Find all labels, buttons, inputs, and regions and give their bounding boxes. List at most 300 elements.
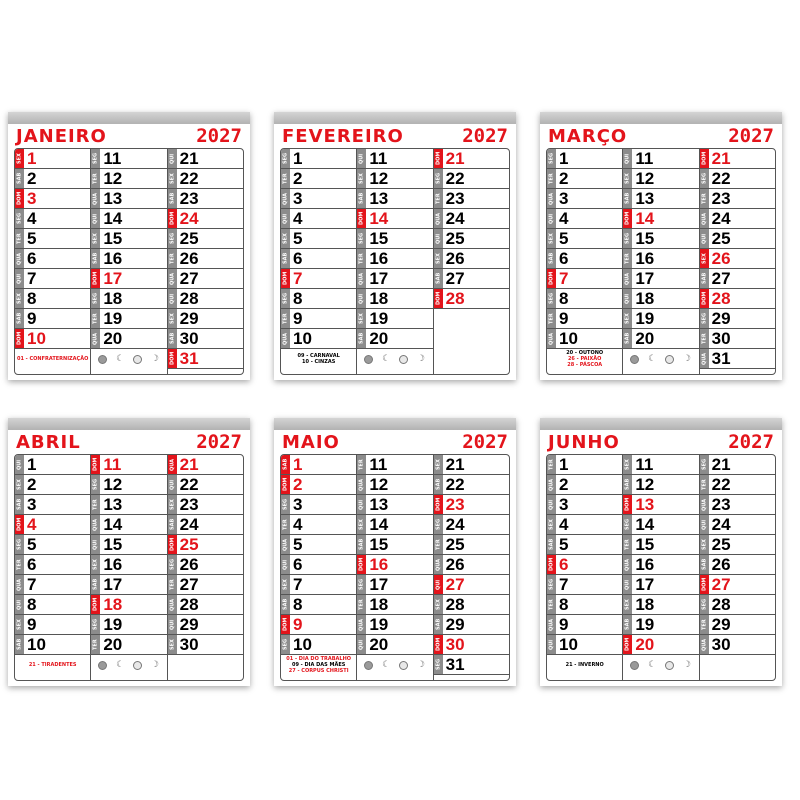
day-cell [547,635,622,655]
weekday-tag: QUI [357,149,366,168]
day-number: 22 [179,169,199,188]
weekday-tag: SEX [91,555,100,574]
day-number: 25 [179,229,199,248]
day-cell [623,209,698,229]
day-cell [623,455,698,475]
day-cell [700,329,775,349]
day-cell [281,495,356,515]
day-cell [15,149,90,169]
day-number: 17 [103,575,123,594]
day-number: 16 [635,249,655,268]
day-cell [357,515,432,535]
day-number: 4 [27,209,37,228]
year-label: 2027 [728,431,774,453]
day-number: 21 [445,455,465,474]
day-cell [281,209,356,229]
holiday-note: 09 - DIA DAS MÃES [291,662,346,668]
day-cell [623,149,698,169]
weekday-tag: SEX [168,495,177,514]
weekday-tag: TER [168,575,177,594]
weekday-tag: QUI [547,635,556,654]
day-number: 21 [179,149,199,168]
full-moon-icon [665,661,674,670]
day-number: 27 [711,575,731,594]
day-number: 28 [179,289,199,308]
day-number: 24 [711,515,731,534]
holiday-note: 20 - OUTONO [566,350,604,356]
weekday-tag: SEG [700,455,709,474]
day-cell [168,515,243,535]
weekday-tag: SEX [434,249,443,268]
month-name: FEVEREIRO [282,125,404,147]
weekday-tag: SEG [434,169,443,188]
day-cell [700,475,775,495]
weekday-tag: QUI [15,455,24,474]
day-column [281,455,357,680]
day-cell [700,309,775,329]
day-cell [623,289,698,309]
day-cell [168,169,243,189]
day-cell [357,289,432,309]
day-number: 16 [103,555,123,574]
day-column [357,455,433,680]
weekday-tag: DOM [15,189,24,208]
holiday-notes [15,655,90,675]
day-cell [357,249,432,269]
day-number: 10 [559,329,578,348]
day-number: 12 [369,169,389,188]
day-number: 19 [369,615,389,634]
weekday-tag: SEG [168,555,177,574]
day-cell [547,495,622,515]
weekday-tag: TER [434,535,443,554]
day-number: 18 [103,289,123,308]
weekday-tag: QUA [281,189,290,208]
day-number: 14 [635,515,655,534]
day-cell [434,655,509,675]
day-number: 7 [27,575,37,594]
column-footer [281,349,356,369]
day-cell [91,249,166,269]
day-number: 3 [293,495,303,514]
day-column [357,149,433,374]
day-number: 31 [445,655,465,674]
day-number: 31 [711,349,731,368]
day-number: 11 [103,455,122,474]
day-cell [281,595,356,615]
weekday-tag: QUA [434,555,443,574]
weekday-tag: SAB [434,615,443,634]
day-cell [91,269,166,289]
weekday-tag: SEG [281,289,290,308]
weekday-tag: QUA [700,209,709,228]
weekday-tag: SEG [15,209,24,228]
weekday-tag: QUI [623,575,632,594]
weekday-tag: SEX [15,289,24,308]
weekday-tag: QUI [15,269,24,288]
weekday-tag: SEG [281,635,290,654]
day-column [434,455,509,680]
weekday-tag: SEX [623,455,632,474]
day-number: 15 [369,535,389,554]
moon-phases [91,349,166,369]
weekday-tag: SAB [168,329,177,348]
full-moon-icon [399,661,408,670]
weekday-tag: DOM [434,495,443,514]
day-number: 5 [27,229,37,248]
month-name: JANEIRO [16,125,107,147]
day-cell [15,495,90,515]
weekday-tag: QUI [281,209,290,228]
weekday-tag: TER [623,249,632,268]
weekday-tag: SEX [91,229,100,248]
day-number: 15 [369,229,389,248]
year-label: 2027 [462,431,508,453]
day-cell [91,635,166,655]
day-cell [623,635,698,655]
day-cell [91,475,166,495]
day-cell [623,249,698,269]
day-cell [357,209,432,229]
weekday-tag: SAB [357,189,366,208]
day-cell [357,495,432,515]
day-cell [281,269,356,289]
day-cell [547,229,622,249]
day-number: 26 [445,249,465,268]
day-cell [15,475,90,495]
day-cell [91,535,166,555]
holiday-note: 21 - TIRADENTES [28,662,77,668]
day-number: 24 [445,515,465,534]
column-footer [357,349,432,369]
waning-moon-icon: ☽ [416,353,425,364]
day-cell [434,169,509,189]
crescent-moon-icon: ☾ [382,353,391,364]
weekday-tag: QUI [91,535,100,554]
weekday-tag: SEG [623,229,632,248]
weekday-tag: DOM [547,555,556,574]
day-number: 16 [635,555,655,574]
day-cell [91,209,166,229]
day-cell [547,269,622,289]
day-cell [168,475,243,495]
weekday-tag: QUA [281,329,290,348]
day-cell [547,209,622,229]
weekday-tag: SAB [547,249,556,268]
day-cell [168,455,243,475]
day-cell [15,289,90,309]
day-number: 22 [711,475,731,494]
weekday-tag: SAB [700,269,709,288]
day-number: 15 [635,229,655,248]
day-cell [434,269,509,289]
day-number: 24 [179,209,199,228]
day-number: 5 [27,535,37,554]
day-number: 2 [293,475,303,494]
month-page [8,418,250,686]
column-footer [623,655,698,675]
full-moon-icon [665,355,674,364]
day-cell [281,515,356,535]
day-cell [168,149,243,169]
day-cell [547,149,622,169]
weekday-tag: SEG [91,615,100,634]
day-number: 23 [711,495,731,514]
weekday-tag: SEX [357,309,366,328]
day-cell [434,455,509,475]
day-number: 30 [711,329,731,348]
page-top-bar [540,112,782,124]
day-cell [700,635,775,655]
year-label: 2027 [196,125,242,147]
weekday-tag: TER [700,475,709,494]
day-number: 9 [27,309,37,328]
moon-phases [623,349,698,369]
day-number: 11 [103,149,122,168]
day-number: 26 [711,249,731,268]
day-cell [357,455,432,475]
waning-moon-icon: ☽ [416,659,425,670]
day-number: 13 [635,189,655,208]
day-cell [357,169,432,189]
day-cell [168,229,243,249]
day-grid [14,454,244,681]
day-number: 4 [27,515,37,534]
weekday-tag: SAB [281,595,290,614]
weekday-tag: TER [547,309,556,328]
new-moon-icon [98,355,107,364]
day-number: 8 [559,595,569,614]
day-cell [357,149,432,169]
weekday-tag: DOM [281,475,290,494]
day-number: 14 [369,209,389,228]
month-name: ABRIL [16,431,81,453]
weekday-tag: SAB [168,189,177,208]
weekday-tag: TER [357,595,366,614]
weekday-tag: QUA [15,575,24,594]
weekday-tag: SEG [547,289,556,308]
day-column [281,149,357,374]
weekday-tag: SEX [281,575,290,594]
day-number: 10 [293,635,312,654]
weekday-tag: TER [91,635,100,654]
day-cell [91,515,166,535]
weekday-tag: DOM [281,615,290,634]
month-page [274,418,516,686]
weekday-tag: QUA [168,269,177,288]
day-cell [15,515,90,535]
day-number: 15 [103,229,123,248]
day-number: 16 [369,249,389,268]
weekday-tag: QUA [168,595,177,614]
day-cell [15,555,90,575]
holiday-notes [281,349,356,369]
day-cell [15,615,90,635]
weekday-tag: QUA [700,349,709,368]
moon-phases [357,655,432,675]
weekday-tag: TER [700,189,709,208]
day-number: 30 [711,635,731,654]
day-cell [547,535,622,555]
weekday-tag: SEG [357,229,366,248]
weekday-tag: QUI [91,209,100,228]
weekday-tag: QUA [281,535,290,554]
crescent-moon-icon: ☾ [382,659,391,670]
day-number: 28 [445,595,465,614]
month-page [8,112,250,380]
weekday-tag: SEX [623,309,632,328]
day-cell [168,535,243,555]
day-cell [281,169,356,189]
weekday-tag: QUI [623,149,632,168]
day-cell [281,535,356,555]
day-number: 9 [293,309,303,328]
day-cell [547,555,622,575]
day-column [700,455,775,680]
weekday-tag: QUI [547,495,556,514]
weekday-tag: SAB [281,455,290,474]
day-number: 25 [445,229,465,248]
day-number: 5 [559,229,569,248]
day-number: 10 [559,635,578,654]
weekday-tag: QUI [168,289,177,308]
day-cell [15,535,90,555]
waning-moon-icon: ☽ [150,659,159,670]
weekday-tag: QUI [357,289,366,308]
day-cell [91,169,166,189]
weekday-tag: DOM [700,149,709,168]
day-cell [91,289,166,309]
day-number: 22 [445,475,465,494]
day-number: 17 [635,269,655,288]
weekday-tag: SEX [15,475,24,494]
day-number: 22 [179,475,199,494]
day-number: 21 [711,455,731,474]
day-cell [547,575,622,595]
day-cell [281,309,356,329]
day-cell [700,149,775,169]
day-number: 22 [445,169,465,188]
day-cell [623,495,698,515]
day-number: 5 [293,229,303,248]
column-footer [91,349,166,369]
weekday-tag: SAB [357,329,366,348]
day-cell [700,495,775,515]
day-cell [281,475,356,495]
day-cell [281,635,356,655]
day-cell [434,555,509,575]
day-cell [700,269,775,289]
weekday-tag: TER [281,515,290,534]
day-cell [91,329,166,349]
weekday-tag: TER [700,615,709,634]
day-number: 6 [559,249,569,268]
day-number: 3 [27,495,37,514]
weekday-tag: SEG [15,535,24,554]
day-cell [15,169,90,189]
day-number: 6 [293,249,303,268]
day-cell [281,615,356,635]
day-number: 17 [103,269,123,288]
weekday-tag: SAB [434,269,443,288]
waning-moon-icon: ☽ [682,353,691,364]
month-header [282,126,508,146]
page-top-bar [274,112,516,124]
day-column [15,149,91,374]
holiday-note: 01 - CONFRATERNIZAÇÃO [16,356,89,362]
day-number: 4 [293,209,303,228]
day-cell [357,475,432,495]
weekday-tag: SEX [547,515,556,534]
weekday-tag: SAB [15,495,24,514]
weekday-tag: QUA [547,329,556,348]
weekday-tag: QUI [434,575,443,594]
weekday-tag: DOM [623,635,632,654]
weekday-tag: SAB [168,515,177,534]
day-cell [623,595,698,615]
day-number: 26 [445,555,465,574]
day-cell [168,269,243,289]
day-cell [357,329,432,349]
day-number: 6 [559,555,569,574]
page-top-bar [8,112,250,124]
weekday-tag: DOM [168,535,177,554]
weekday-tag: TER [434,189,443,208]
day-cell [700,349,775,369]
day-number: 11 [369,455,388,474]
day-number: 25 [445,535,465,554]
weekday-tag: QUA [357,475,366,494]
day-cell [91,575,166,595]
day-number: 6 [27,249,37,268]
weekday-tag: DOM [434,149,443,168]
day-cell [168,189,243,209]
day-number: 14 [103,515,123,534]
weekday-tag: SAB [15,169,24,188]
day-column [168,149,243,374]
day-number: 15 [103,535,123,554]
weekday-tag: QUI [168,149,177,168]
day-number: 2 [559,475,569,494]
month-header [548,432,774,452]
day-number: 23 [445,189,465,208]
month-header [16,126,242,146]
weekday-tag: QUI [281,555,290,574]
day-number: 8 [293,289,303,308]
day-cell [547,515,622,535]
day-number: 28 [711,289,731,308]
day-number: 20 [635,329,655,348]
day-number: 25 [711,229,731,248]
day-cell [700,595,775,615]
weekday-tag: SAB [623,475,632,494]
weekday-tag: TER [168,249,177,268]
day-cell [700,455,775,475]
weekday-tag: SEX [168,309,177,328]
day-grid [14,148,244,375]
weekday-tag: QUI [168,475,177,494]
weekday-tag: SEG [357,575,366,594]
day-number: 3 [559,495,569,514]
day-number: 5 [293,535,303,554]
weekday-tag: SEG [547,149,556,168]
holiday-note: 10 - CINZAS [302,359,336,365]
day-number: 12 [103,475,123,494]
column-footer [168,655,243,675]
day-cell [547,455,622,475]
day-cell [357,615,432,635]
day-cell [15,269,90,289]
